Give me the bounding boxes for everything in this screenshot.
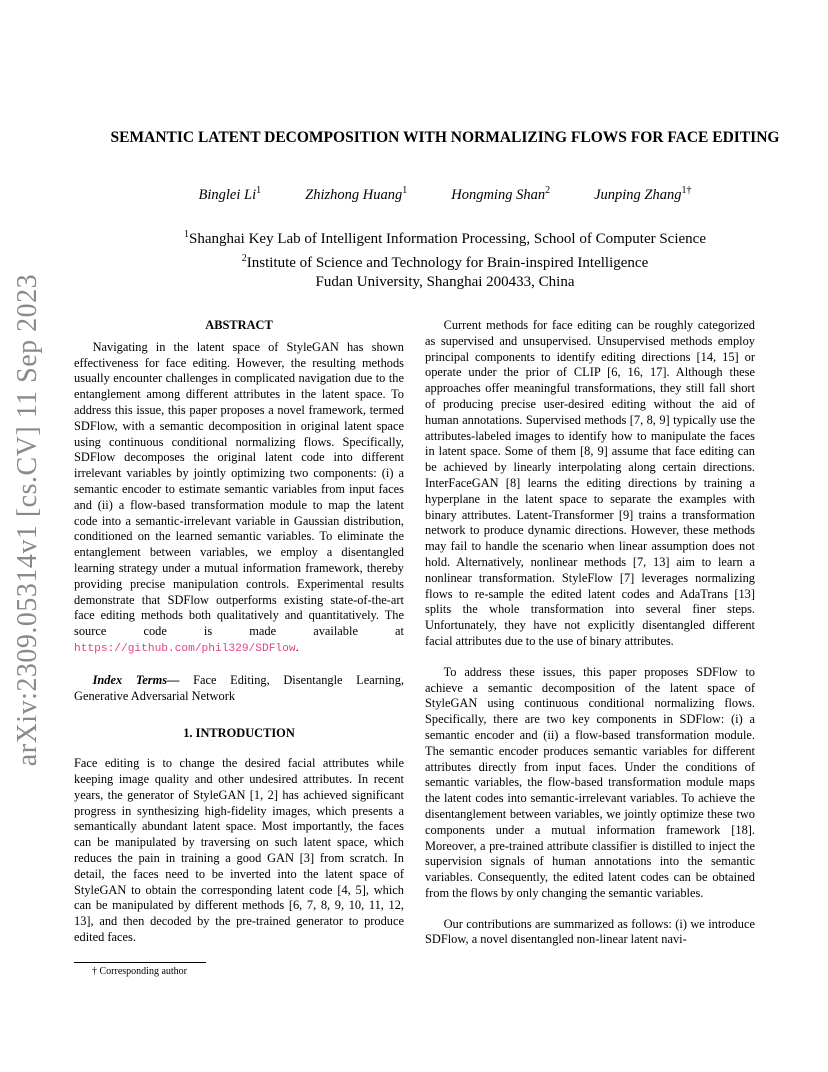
source-code-link[interactable]: https://github.com/phil329/SDFlow bbox=[74, 642, 296, 655]
intro-paragraph-3: To address these issues, this paper proposes SDFlow to achieve a semantic decomposition of the latent space of StyleGAN using continuous conditional normalizing flows. Specifically, there are two key components in SDFlow: (i) a semantic encoder and (ii) a flow-based transformation module. The semantic encoder produces semantic variables for different attributes directly from input faces. Under the conditions of semantic variables, the flow-based transformation module maps the latent codes into semantic-irrelevant variables. To achieve the disentanglement between variables, we jointly optimize these two components under a mutual information framework [18]. Moreover, a pre-trained attribute classifier is distilled to inject the supervision signals of human annotations into the semantic variables. Consequently, the edited latent codes can be obtained from the flows by only changing the semantic variables. bbox=[425, 664, 755, 900]
author: Binglei Li$^1$ bbox=[198, 185, 262, 203]
left-column bbox=[74, 318, 404, 961]
footnote-rule bbox=[74, 962, 206, 963]
affiliation: Fudan University, Shanghai 200433, China bbox=[315, 274, 575, 290]
author: Junping Zhang$^{1\dagger}$ bbox=[594, 185, 692, 203]
introduction-heading: 1. INTRODUCTION bbox=[183, 726, 295, 741]
affiliation: $^2$Institute of Science and Technology for Brain-inspired Intelligence bbox=[241, 253, 649, 271]
abstract-heading: ABSTRACT bbox=[205, 318, 273, 332]
arxiv-stamp-text: arXiv:2309.05314v1 [cs.CV] 11 Sep 2023 bbox=[12, 273, 43, 767]
affiliation: $^1$Shanghai Key Lab of Intelligent Information Processing, School of Computer Science bbox=[184, 229, 706, 247]
footnote: † Corresponding author bbox=[92, 966, 187, 977]
index-terms: Index Terms— Face Editing, Disentangle Learning, Generative Adversarial Network bbox=[74, 672, 405, 703]
arxiv-stamp bbox=[8, 273, 48, 767]
intro-paragraph-4: Our contributions are summarized as follows: (i) we introduce SDFlow, a novel disentangled non-linear latent navi- bbox=[425, 916, 755, 947]
affiliations bbox=[60, 225, 828, 292]
abstract-body: Navigating in the latent space of StyleGAN has shown effectiveness for face editing. However, the resulting methods usually encounter challenges in complicated navigation due to the entanglement among different attributes in the latent space. To address this issue, this paper proposes a novel framework, termed SDFlow, with a semantic decomposition in original latent space using continuous conditional normalizing flows. Specifically, SDFlow decomposes the original latent code into different irrelevant variables by jointly optimizing two components: (i) a semantic encoder to estimate semantic variables from input faces and (ii) a flow-based transformation module to map the latent code into a semantic-irrelevant variable in Gaussian distribution, conditioned on the learned semantic variables. To eliminate the entanglement between variables, we employ a disentangled learning strategy under a mutual information framework, thereby providing precise manipulation controls. Experimental results demonstrate that SDFlow outperforms existing state-of-the-art face editing methods both qualitatively and quantitatively. The source code is made available at https://github.com/phil329/SDFlow. bbox=[74, 339, 404, 655]
intro-paragraph-1: Face editing is to change the desired facial attributes while keeping image quality and other undesired attributes. In recent years, the generator of StyleGAN [1, 2] has achieved significant progress in synthesizing high-fidelity images, which presents a semantically abundant latent space. Most importantly, the faces can be manipulated by traversing on such latent space, which reduces the pain in training a good GAN [3] from scratch. In detail, the faces need to be inverted into the latent space of StyleGAN to obtain the corresponding latent code [4, 5], which can be manipulated by different methods [6, 7, 8, 9, 10, 11, 12, 13], and then decoded by the pre-trained generator to produce edited faces. bbox=[74, 756, 404, 944]
author: Zhizhong Huang$^1$ bbox=[305, 185, 408, 203]
author: Hongming Shan$^2$ bbox=[451, 185, 551, 203]
right-column bbox=[425, 318, 755, 963]
intro-paragraph-2: Current methods for face editing can be roughly categorized as supervised and unsupervised. Unsupervised methods employ principal components to identify editing directions [14, 15] or operate under the prior of CLIP [6, 16, 17]. Although these approaches offer meaningful transformations, they still fall short of producing precise user-desired editing without the aid of human annotations. Supervised methods [7, 8, 9] typically use the attributes-labeled images to identify how to manipulate the faces in latent space. Some of them [8, 9] assume that face editing can be achieved by linearly interpolating along certain directions. InterFaceGAN [8] learns the editing directions by training a hyperplane in the latent space to separate the examples with binary attributes. Latent-Transformer [9] trains a transformation network to produce dynamic directions. However, these methods may fail to handle the scenario when linear assumption does not hold. Alternatively, nonlinear methods [7, 13] aim to learn a nonlinear transformation. StyleFlow [7] leverages normalizing flows to re-sample the edited latent codes and AdaTrans [13] splits the whole transformation into several finer steps. Unfortunately, they have not explicitly disentangled different facial attributes due to the use of binary attributes. bbox=[425, 318, 755, 648]
author-list bbox=[60, 185, 828, 204]
paper-title: SEMANTIC LATENT DECOMPOSITION WITH NORMALIZING FLOWS FOR FACE EDITING bbox=[110, 129, 780, 146]
